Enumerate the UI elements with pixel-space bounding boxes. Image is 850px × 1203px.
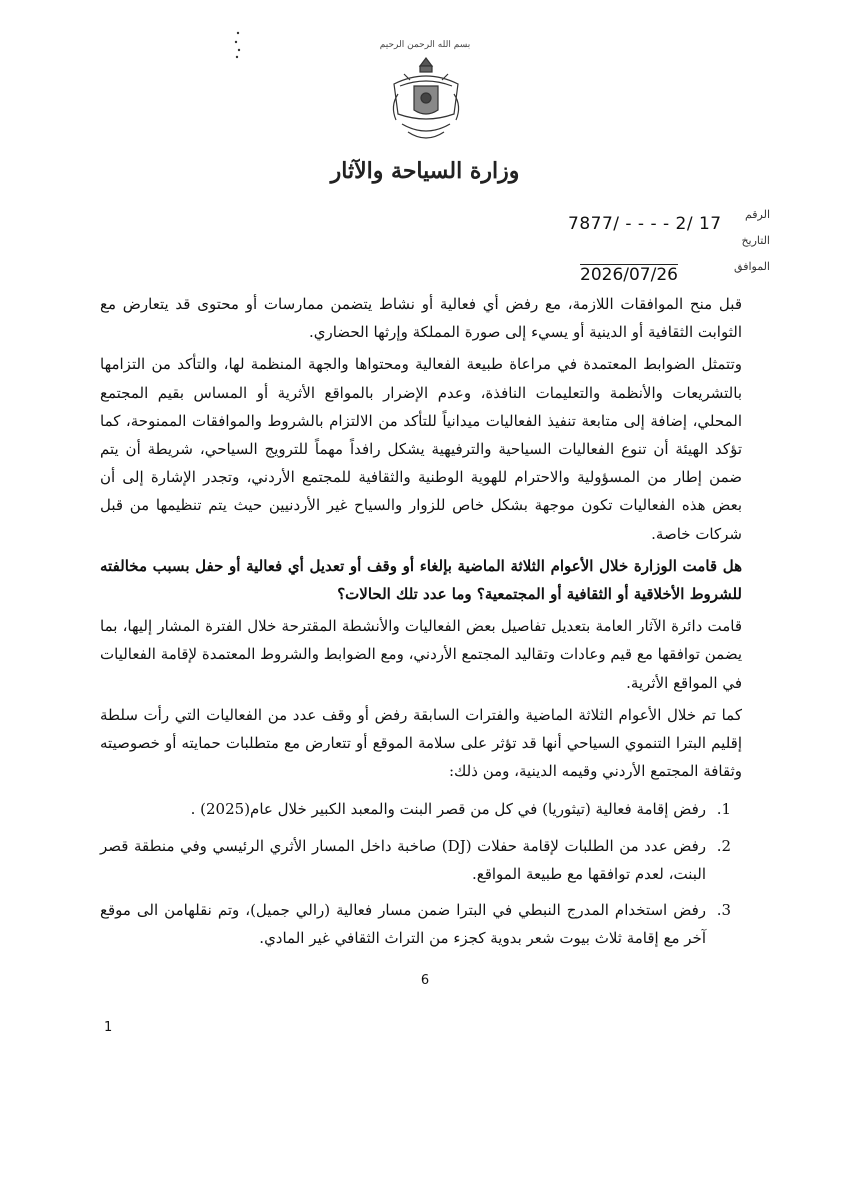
basmala: بسم الله الرحمن الرحيم xyxy=(379,40,471,50)
answer-paragraph: كما تم خلال الأعوام الثلاثة الماضية والفترات السابقة رفض أو وقف عدد من الفعاليات التي رأت سلطة إقليم البترا التنموي السياحي أنها قد تؤثر على سلامة الموقع أو تتعارض مع متطلبات حمايته أو خصوصيته وثقافة المجتمع الأردني وقيمه الدينية، ومن ذلك: xyxy=(100,705,742,781)
ministry-name: وزارة السياحة والآثار xyxy=(330,158,520,184)
handwritten-marks xyxy=(232,30,244,60)
list-item: 1. رفض إقامة فعالية (تيثوريا) في كل من قصر البنت والمعبد الكبير خلال عام(2025) . xyxy=(100,795,712,823)
paragraph: قبل منح الموافقات اللازمة، مع رفض أي فعالية أو نشاط يتضمن ممارسات أو محتوى قد يتعارض مع الثوابت الثقافية أو الدينية أو يسيء إلى صورة المملكة وإرثها الحضاري. xyxy=(100,295,742,342)
paragraph: وتتمثل الضوابط المعتمدة في مراعاة طبيعة الفعالية ومحتواها والجهة المنظمة لها، والتأكد من التزامها بالتشريعات والأنظمة والتعليمات النافذة، وعدم الإضرار بالمواقع الأثرية أو المساس بقيم المجتمع المحلي، إضافة إلى متابعة تنفيذ الفعاليات ميدانياً للتأكد من الالتزام بالشروط والموافقات الممنوحة، كما تؤكد الهيئة أن تنوع الفعاليات السياحية والترفيهية يشكل رافداً مهماً للترويج السياحي، شريطة أن يتم ضمن إطار من المسؤولية والاحترام للهوية الوطنية والثقافية للمجتمع الأردني، وتجدر الإشارة إلى أن بعض هذه الفعاليات تكون موجهة بشكل خاص للزوار والسياح غير الأردنيين حيث يتم تنظيمها من قبل شركات خاصة. xyxy=(100,355,742,543)
reference-number: 7877/ - - - - 2/ 17 xyxy=(568,214,722,234)
coat-of-arms-icon xyxy=(384,54,468,150)
list-item: 2. رفض عدد من الطلبات لإقامة حفلات (DJ) صاخبة داخل المسار الأثري الرئيسي وفي منطقة قصر البنت، لعدم توافقها مع طبيعة المواقع. xyxy=(100,832,712,888)
date-label: التاريخ xyxy=(741,234,770,247)
equivalent-label: الموافق xyxy=(734,260,770,273)
reference-date: 2026/07/26 xyxy=(580,265,678,285)
document-body xyxy=(100,290,742,960)
question-heading: هل قامت الوزارة خلال الأعوام الثلاثة الماضية بإلغاء أو وقف أو تعديل أي فعالية أو حفل بسبب مخالفته للشروط الأخلاقية أو الثقافية أو المجتمعية؟ وما عدد تلك الحالات؟ xyxy=(100,556,742,604)
reference-block xyxy=(560,208,770,288)
page-number: 6 xyxy=(420,973,430,988)
answer-paragraph: قامت دائرة الآثار العامة بتعديل تفاصيل بعض الفعاليات والأنشطة المقترحة خلال الفترة المشار إليها، بما يضمن توافقها مع قيم وعادات وتقاليد المجتمع الأردني، ومع الضوابط والشروط المعتمدة لإقامة الفعاليات في المواقع الأثرية. xyxy=(100,617,742,692)
side-mark: 1 xyxy=(104,1020,113,1035)
list-item: 3. رفض استخدام المدرج النبطي في البترا ضمن مسار فعالية (رالي جميل)، وتم نقلهامن الى موقع آخر مع إقامة ثلاث بيوت شعر بدوية كجزء من التراث الثقافي غير المادي. xyxy=(100,896,712,952)
cases-list xyxy=(100,795,742,952)
number-label: الرقم xyxy=(744,208,770,221)
